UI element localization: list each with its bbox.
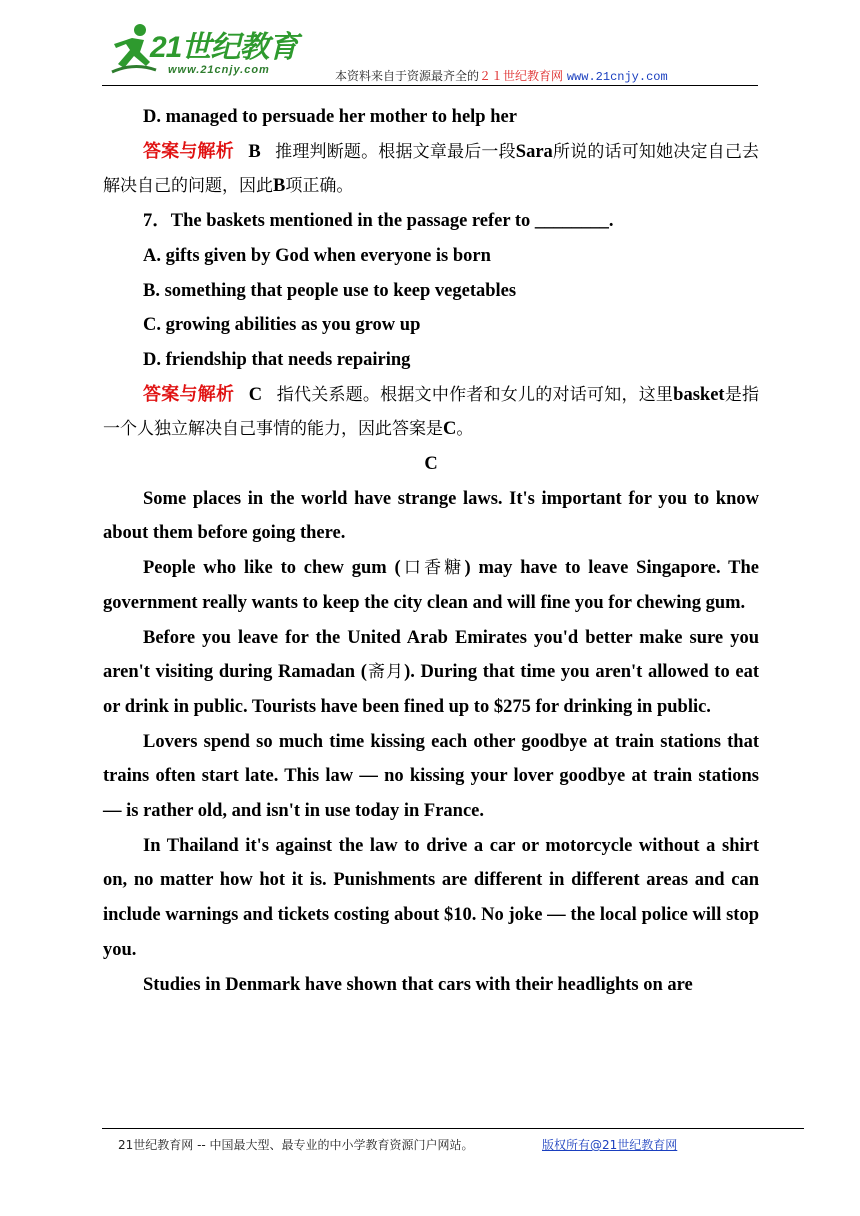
header-note xyxy=(335,67,668,84)
logo-text: 21世纪教育 xyxy=(150,31,298,64)
answer-letter: C xyxy=(248,384,263,405)
header-note-prefix: 本资料来自于资源最齐全的 xyxy=(335,69,480,83)
footer-divider xyxy=(102,1128,804,1129)
passage-paragraph: Lovers spend so much time kissing each other goodbye at train stations that trains often start late. This law — no kissing your lover goodbye at train stations — is rather old, and isn't in use today in France. xyxy=(103,731,759,822)
header-note-url[interactable]: www.21cnjy.com xyxy=(566,70,668,84)
answer-label: 答案与解析 xyxy=(143,383,235,405)
q7-answer: 答案与解析 C 指代关系题。根据文中作者和女儿的对话可知，这里basket是指一个人独立解决自己事情的能力，因此答案是C。 xyxy=(103,383,760,440)
answer-label: 答案与解析 xyxy=(143,140,234,162)
q6-option-d: D. managed to persuade her mother to help her xyxy=(143,107,517,127)
q7-option-c: C. growing abilities as you grow up xyxy=(143,315,421,336)
q6-answer: 答案与解析 B 推理判断题。根据文章最后一段Sara所说的话可知她决定自己去解决自己的问题，因此B项正确。 xyxy=(103,140,760,197)
passage-paragraph: Some places in the world have strange laws. It's important for you to know about them before going there. xyxy=(103,488,759,544)
passage-paragraph: Studies in Denmark have shown that cars with their headlights on are xyxy=(143,974,693,995)
q7-option-b: B. something that people use to keep vegetables xyxy=(143,280,517,301)
section-letter: C xyxy=(424,454,438,475)
q7-option-d: D. friendship that needs repairing xyxy=(143,349,411,370)
page-header xyxy=(0,0,860,92)
header-divider xyxy=(102,85,758,86)
q7-question: 7．The baskets mentioned in the passage refer to ________. xyxy=(143,211,614,232)
answer-letter: B xyxy=(248,141,261,162)
passage-paragraph: In Thailand it's against the law to drive a car or motorcycle without a shirt on, no matter how hot it is. Punishments are different in different areas and can include warnings and tickets costing about $10. No joke — the local police will stop you. xyxy=(103,835,759,960)
logo-url: www.21cnjy.com xyxy=(168,64,270,76)
page-footer xyxy=(118,1136,678,1153)
footer-copyright-link[interactable]: 版权所有@21世纪教育网 xyxy=(542,1138,678,1152)
q7-option-a: A. gifts given by God when everyone is born xyxy=(143,245,491,266)
document-body xyxy=(103,100,759,1002)
site-logo xyxy=(110,20,310,82)
header-note-site[interactable]: ２１世纪教育网 xyxy=(479,69,564,83)
passage-paragraph: Before you leave for the United Arab Emirates you'd better make sure you aren't visiting during Ramadan (斋月). During that time you aren't allowed to eat or drink in public. Tourists have been fined up to $275 for drinking in public. xyxy=(103,627,759,717)
passage-paragraph: People who like to chew gum (口香糖) may have to leave Singapore. The government really wants to keep the city clean and will fine you for chewing gum. xyxy=(103,558,759,613)
footer-left: 21世纪教育网 -- 中国最大型、最专业的中小学教育资源门户网站。 xyxy=(118,1138,474,1152)
